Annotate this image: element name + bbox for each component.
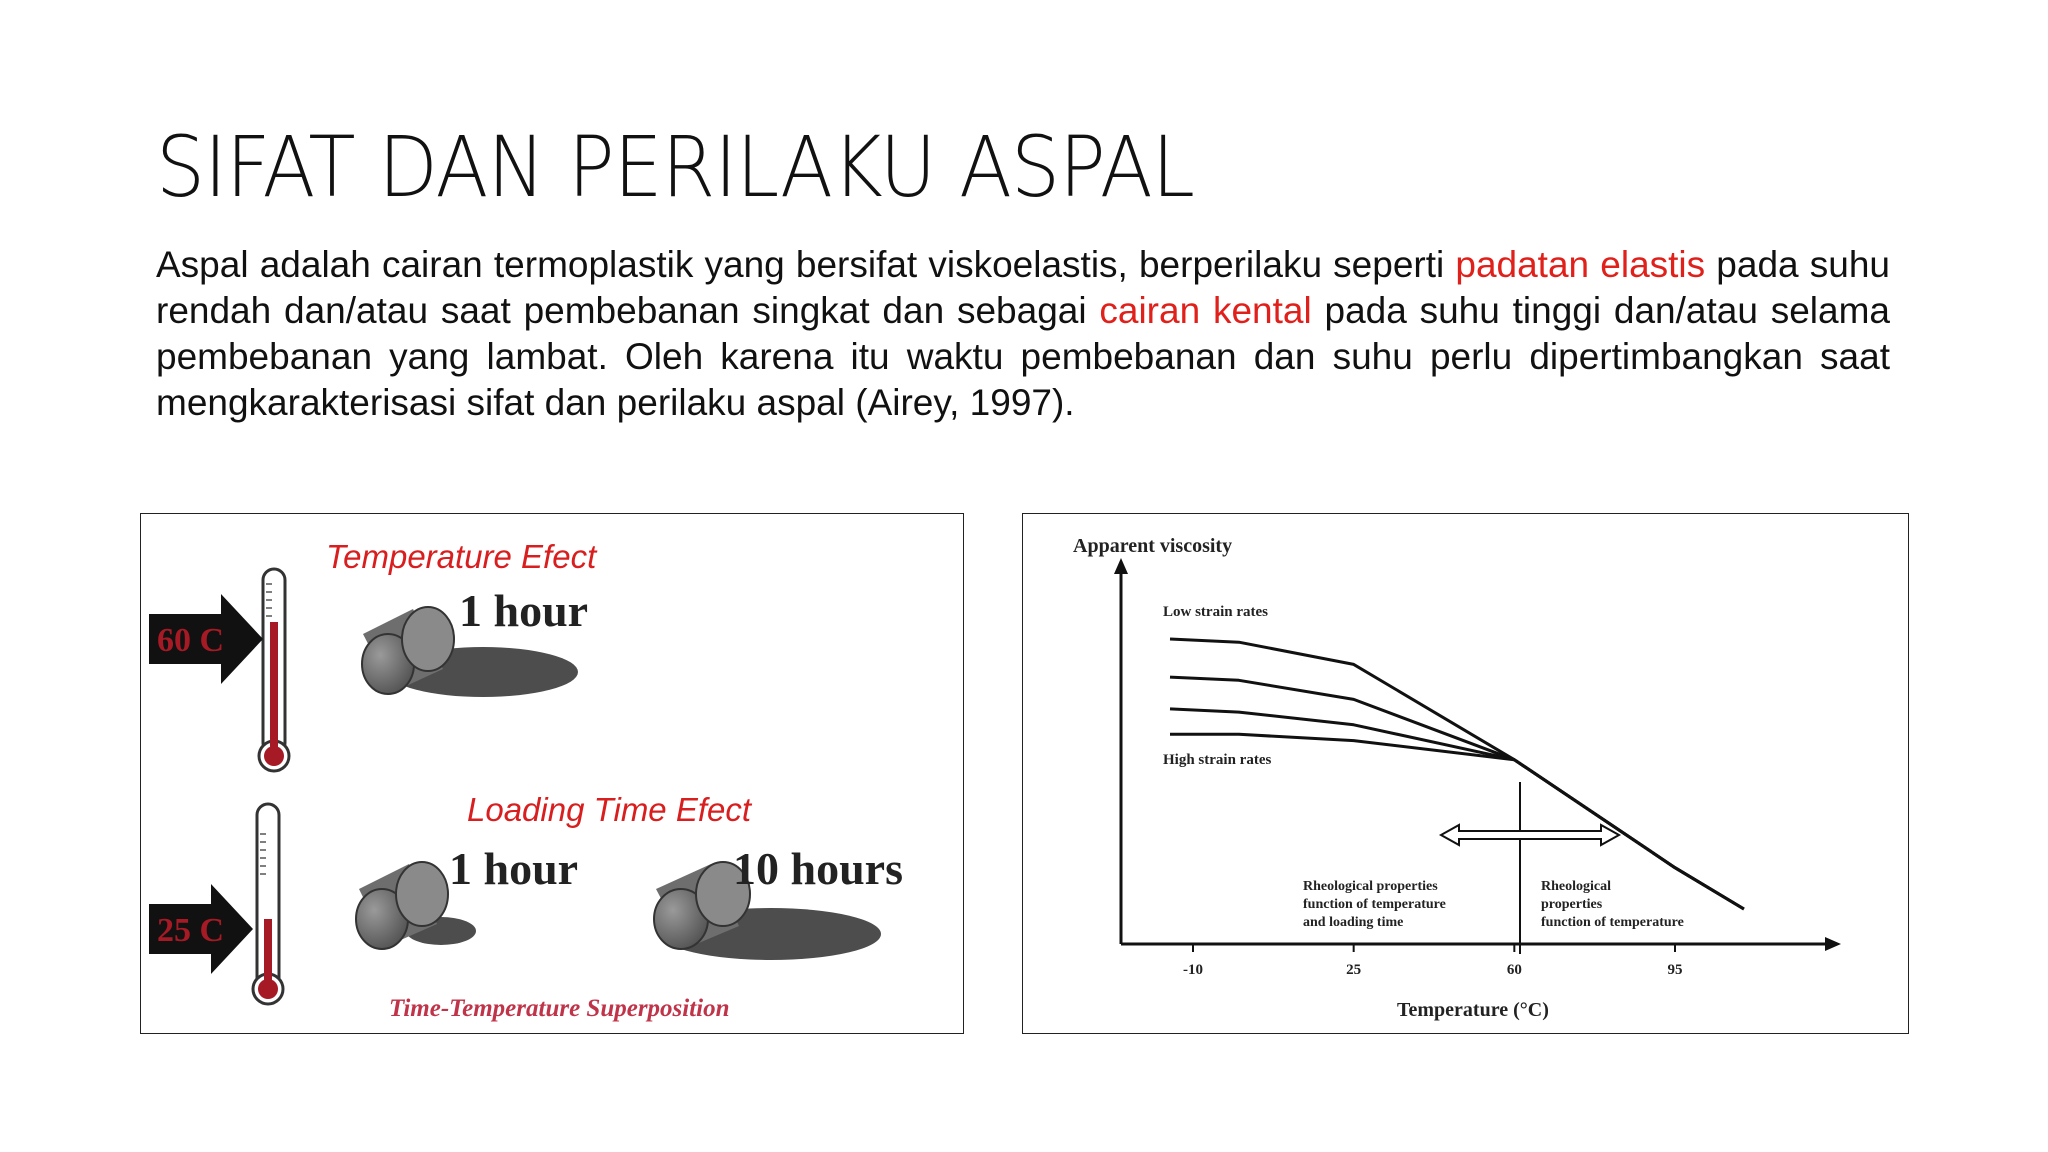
paragraph-part-3: pada suhu tinggi dan/atau selama pembebanan yang lambat. Oleh karena itu waktu pembebanan dan suhu perlu dipertimbangkan saat mengkarakterisasi sifat dan perilaku aspal (Airey, 1997). xyxy=(156,290,1890,423)
duration-2-label: 1 hour xyxy=(449,843,579,894)
temp-high-label: 60 C xyxy=(157,622,225,659)
barrel-icon xyxy=(654,843,903,960)
x-ticks xyxy=(1183,944,1683,978)
loading-time-effect-label: Loading Time Efect xyxy=(467,791,752,828)
time-temperature-superposition-label: Time-Temperature Superposition xyxy=(389,995,730,1022)
double-arrow-icon xyxy=(1441,825,1619,845)
x-axis-arrow-icon xyxy=(1825,937,1841,951)
right-region-line-3: function of temperature xyxy=(1541,915,1684,930)
x-axis-label: Temperature (°C) xyxy=(1397,999,1549,1021)
left-region-line-1: Rheological properties xyxy=(1303,879,1438,894)
viscosity-chart xyxy=(1022,513,1909,1034)
series-line-1 xyxy=(1170,639,1744,909)
time-temperature-figure xyxy=(140,513,964,1034)
slide-title: SIFAT DAN PERILAKU ASPAL xyxy=(156,118,1195,216)
duration-1-label: 1 hour xyxy=(459,585,589,636)
highlight-elastic-solid: padatan elastis xyxy=(1455,244,1706,285)
thermometer-icon xyxy=(253,804,283,1004)
right-region-note xyxy=(1541,879,1684,930)
temperature-effect-label: Temperature Efect xyxy=(326,538,597,575)
series-lines xyxy=(1170,639,1744,909)
duration-3-label: 10 hours xyxy=(733,843,903,894)
arrow-25c-icon xyxy=(149,884,253,974)
thermometer-icon xyxy=(259,569,289,771)
arrow-60c-icon xyxy=(149,594,263,684)
temp-low-label: 25 C xyxy=(157,912,225,949)
left-region-line-2: function of temperature xyxy=(1303,897,1446,912)
barrel-icon xyxy=(356,843,578,949)
right-region-line-2: properties xyxy=(1541,897,1603,912)
series-line-2 xyxy=(1170,677,1744,909)
high-strain-label: High strain rates xyxy=(1163,752,1272,768)
left-region-line-3: and loading time xyxy=(1303,915,1404,930)
right-region-line-1: Rheological xyxy=(1541,879,1611,894)
left-region-note xyxy=(1303,879,1449,930)
x-tick-label: -10 xyxy=(1183,962,1203,978)
x-tick-label: 60 xyxy=(1506,962,1522,978)
paragraph-part-2: pada suhu rendah dan/atau saat pembebanan singkat dan sebagai xyxy=(156,244,1891,331)
y-axis-label: Apparent viscosity xyxy=(1073,535,1233,557)
low-strain-label: Low strain rates xyxy=(1163,604,1268,620)
y-axis-arrow-icon xyxy=(1114,558,1128,574)
paragraph-part-1: Aspal adalah cairan termoplastik yang bersifat viskoelastis, berperilaku seperti xyxy=(156,244,1456,285)
barrel-icon xyxy=(362,585,588,697)
description-paragraph xyxy=(156,242,1890,426)
time-temperature-svg xyxy=(141,514,963,1033)
x-tick-label: 95 xyxy=(1667,962,1683,978)
highlight-viscous-liquid: cairan kental xyxy=(1099,290,1312,331)
viscosity-chart-svg xyxy=(1023,514,1908,1033)
x-tick-label: 25 xyxy=(1346,962,1362,978)
